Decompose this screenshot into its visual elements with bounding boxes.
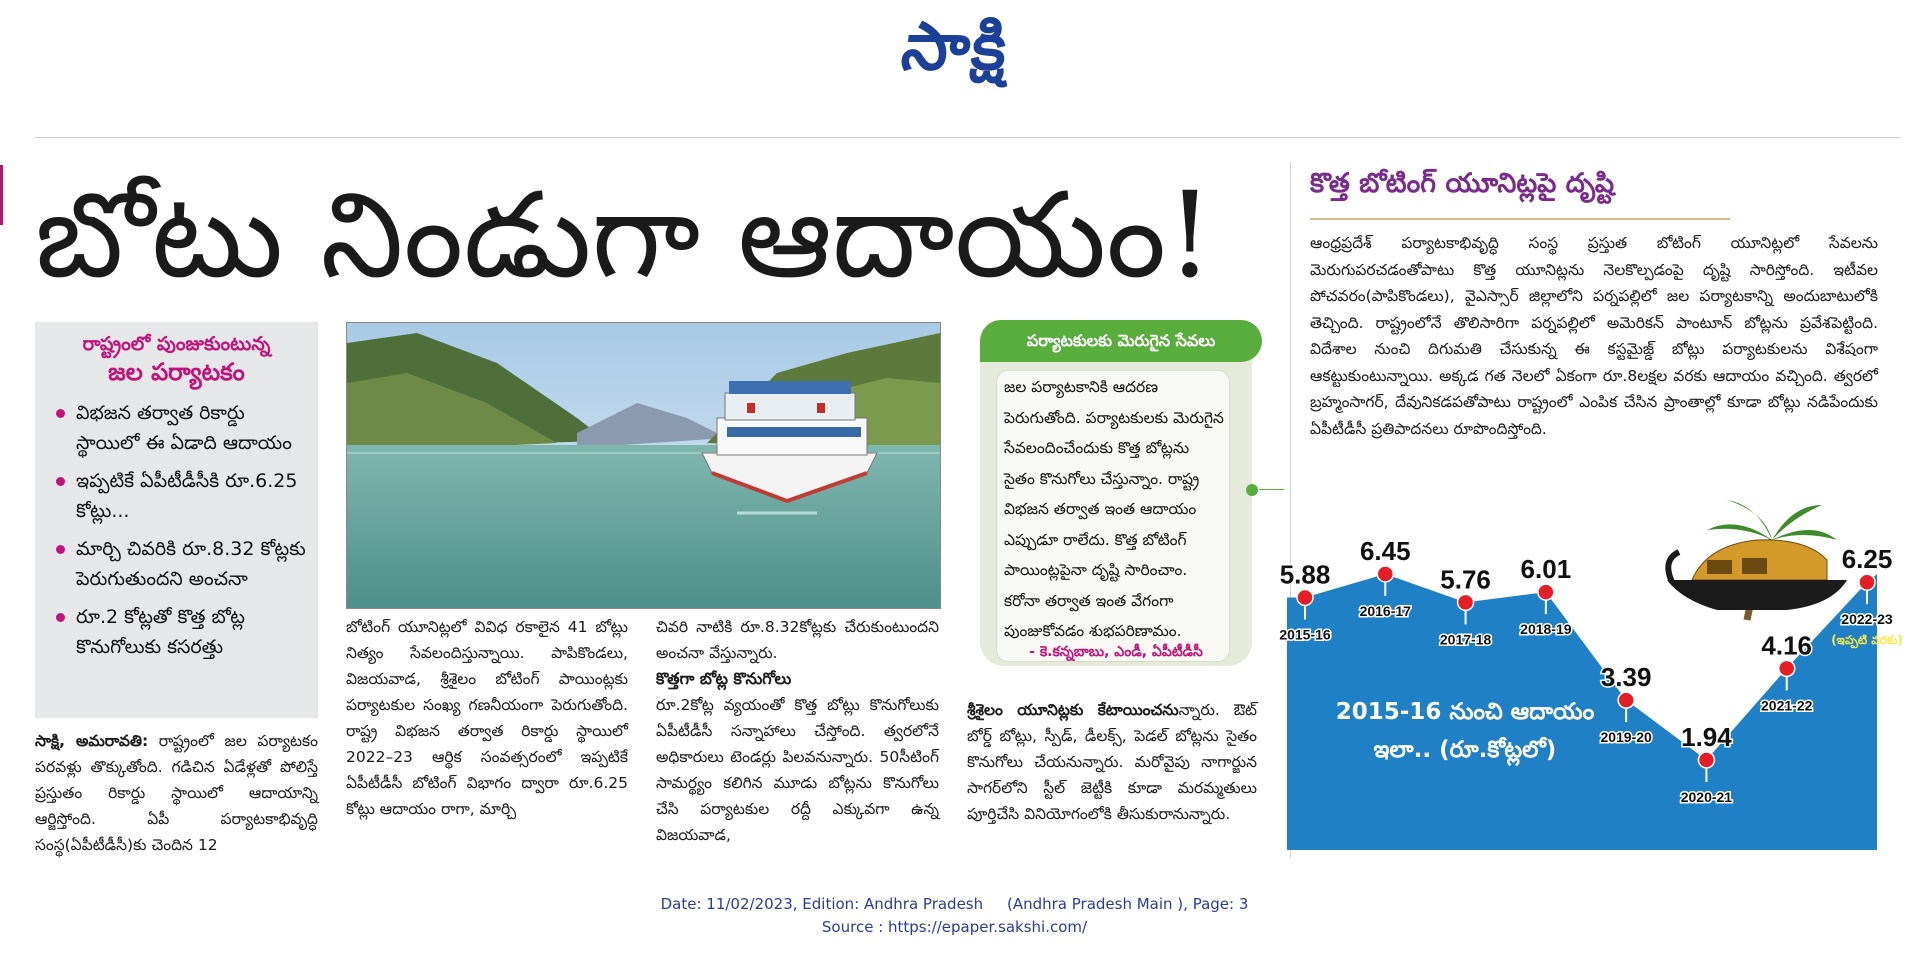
category-label: 2022-23	[1841, 611, 1893, 628]
footer-date-line: Date: 11/02/2023, Edition: Andhra Pradesh (Andhra Pradesh Main ), Page: 3	[660, 895, 1249, 913]
highlight-item: మార్చి చివరికి రూ.8.32 కోట్లకు పెరుగుతుందని అంచనా	[54, 534, 312, 594]
data-value-label: 6.25	[1841, 544, 1893, 575]
category-label: 2019-20	[1600, 729, 1652, 746]
quote-text: జల పర్యాటకానికి ఆదరణ పెరుగుతోంది. పర్యాటకులకు మెరుగైన సేవలందించేందుకు కొత్త బోట్లను సైతం కొనుగోలు చేస్తున్నాం. రాష్ట్ర విభజన తర్వాత ఇంత ఆదాయం ఎప్పుడూ రాలేదు. కొత్త బోటింగ్ పాయింట్లపైనా దృష్టి సారించాం. కరోనా తర్వాత ఇంత వేగంగా పుంజుకోవడం శుభపరిణామం.	[1004, 378, 1224, 640]
quote-signature: - కె.కన్నబాబు, ఎండీ, ఏపీటీడీసీ	[1029, 644, 1203, 660]
footer-source-line: Source : https://epaper.sakshi.com/	[821, 918, 1088, 936]
quote-tab: పర్యాటకులకు మెరుగైన సేవలు	[980, 320, 1262, 362]
data-point	[1377, 566, 1393, 582]
data-value-label: 4.16	[1761, 630, 1813, 661]
top-divider	[35, 137, 1900, 138]
connector-dot	[1246, 484, 1258, 496]
dateline: సాక్షి, అమరావతి:	[35, 732, 149, 750]
chart-annotation: (ఇప్పటి వరకు)	[1831, 633, 1903, 648]
category-label: 2017-18	[1439, 631, 1492, 648]
article-text: చివరి నాటికి రూ.8.32కోట్లకు చేరుకుంటుందని అంచనా వేస్తున్నారు.	[656, 618, 939, 662]
footer	[0, 893, 1909, 939]
headline: బోటు నిండుగా ఆదాయం!	[35, 166, 1214, 304]
category-label: 2016-17	[1359, 602, 1411, 619]
masthead-logo: సాక్షి	[898, 8, 1013, 85]
data-value-label: 1.94	[1681, 721, 1732, 752]
boat-photo	[346, 322, 941, 609]
highlight-item: విభజన తర్వాత రికార్డు స్థాయిలో ఈ ఏడాది ఆదాయం	[54, 398, 312, 458]
highlights-title-line2: జల పర్యాటకం	[108, 358, 245, 386]
data-value-label: 5.88	[1279, 559, 1331, 590]
data-value-label: 3.39	[1600, 662, 1652, 693]
article-text: రాష్ట్రంలో జల పర్యాటకం పరవళ్లు తొక్కుతోంది. గడిచిన ఏడేళ్లతో పోలిస్తే ప్రస్తుతం రికార్డు స్థాయిలో ఆదాయాన్ని ఆర్జిస్తోంది. ఏపీ పర్యాటకాభివృద్ధి సంస్థ(ఏపీటీడీసీ)కు చెందిన 12	[35, 732, 318, 854]
category-label: 2021-22	[1761, 697, 1813, 714]
highlight-item: రూ.2 కోట్లతో కొత్త బోట్ల కొనుగోలుకు కసరత్తు	[54, 602, 312, 662]
data-value-label: 5.76	[1440, 564, 1491, 595]
data-point	[1538, 584, 1554, 600]
data-value-label: 6.01	[1520, 554, 1572, 585]
data-value-label: 6.45	[1359, 535, 1411, 566]
sidebar-text: ఆంధ్రప్రదేశ్ పర్యాటకాభివృద్ధి సంస్థ ప్రస్తుత బోటింగ్ యూనిట్లలో సేవలను మెరుగుపరచడంతోపాటు కొత్త యూనిట్లను నెలకొల్పడంపై దృష్టి సారిస్తోంది. ఇటీవల పోచవరం(పాపికొండలు), వైఎస్సార్ జిల్లాలోని పర్నపల్లిలో జల పర్యాటకాన్ని అందుబాటులోకి తెచ్చింది. రాష్ట్రంలోనే తొలిసారిగా పర్నపల్లిలో అమెరికన్ పాంటూన్ బోట్లను ప్రవేశపెట్టింది. విదేశాల నుంచి దిగుమతి చేసుకున్న ఈ కస్టమైజ్డ్ బోట్లు పర్యాటకులను విశేషంగా ఆకట్టుకుంటున్నాయి. అక్కడ గత నెలలో ఏకంగా రూ.8లక్షల వరకు ఆదాయం వచ్చింది. త్వరలో బ్రహ్మంసాగర్, దేవునికడపతోపాటు రాష్ట్రంలో ఎంపిక చేసిన ప్రాంతాల్లో కూడా బోట్లు నడిపేందుకు ఏపీటీడీసీ ప్రతిపాదనలు రూపొందిస్తోంది.	[1310, 234, 1878, 438]
sidebar-title-rule	[1310, 218, 1730, 220]
connector-line	[1259, 489, 1284, 490]
highlight-item: ఇప్పటికే ఏపీటీడీసీకి రూ.6.25 కోట్లు...	[54, 466, 312, 526]
revenue-chart	[1279, 500, 1903, 860]
category-label: 2018-19	[1520, 621, 1572, 638]
article-column-1	[35, 728, 318, 858]
highlights-title	[35, 330, 318, 386]
highlights-list	[54, 398, 312, 670]
category-label: 2015-16	[1279, 626, 1331, 643]
houseboat-icon	[1667, 540, 1847, 610]
chart-title: 2015-16 నుంచి ఆదాయం ఇలా.. (రూ.కోట్లలో)	[1335, 699, 1595, 763]
article-text: న్నారు. ఔట్ బోర్డ్ బోట్లు, స్పీడ్, డీలక్స్, పెడల్ బోట్లను సైతం కొనుగోలు చేయనున్నారు. మరోవైపు నాగార్జున సాగర్‌లోని స్టీల్ జెట్టీకి కూడా మరమ్మతులు పూర్తిచేసి వినియోగంలోకి తీసుకురానున్నారు.	[967, 701, 1257, 823]
data-point	[1458, 594, 1474, 610]
sidebar-title: కొత్త బోటింగ్ యూనిట్లపై దృష్టి	[1310, 168, 1615, 199]
data-point	[1859, 574, 1875, 590]
article-column-3	[656, 614, 939, 848]
data-point	[1618, 692, 1634, 708]
article-column-2	[346, 614, 628, 822]
category-label: 2020-21	[1680, 788, 1733, 805]
article-text: రూ.2కోట్ల వ్యయంతో కొత్త బోట్లు కొనుగోలుకు ఏపీటీడీసీ సన్నాహాలు చేస్తోంది. త్వరలోనే అధికారులు టెండర్లు పిలవనున్నారు. 50సీటింగ్ సామర్థ్యం కలిగిన మూడు బోట్లను కొనుగోలు చేసి పర్యాటకుల రద్దీ ఎక్కువగా ఉన్న విజయవాడ,	[656, 696, 939, 844]
data-point	[1297, 589, 1313, 605]
highlights-title-line1: రాష్ట్రంలో పుంజుకుంటున్న	[82, 333, 271, 355]
lead-phrase: శ్రీశైలం యూనిట్లకు కేటాయించను	[967, 701, 1179, 719]
article-text: బోటింగ్ యూనిట్లలో వివిధ రకాలైన 41 బోట్లు నిత్యం సేవలందిస్తున్నాయి. పాపికొండలు, విజయవాడ, శ్రీశైలం బోటింగ్ పాయింట్లకు పర్యాటకుల సంఖ్య గణనీయంగా పెరుగుతోంది. రాష్ట్ర విభజన తర్వాత రికార్డు స్థాయిలో 2022–23 ఆర్థిక సంవత్సరంలో ఇప్పటికే ఏపీటీడీసీ బోటింగ్ విభాగం ద్వారా రూ.6.25 కోట్లు ఆదాయం రాగా, మార్చి	[346, 618, 628, 818]
section-marker	[0, 165, 3, 225]
article-column-4	[967, 697, 1257, 827]
subheading: కొత్తగా బోట్ల కొనుగోలు	[656, 669, 792, 688]
data-point	[1698, 752, 1714, 768]
data-point	[1779, 660, 1795, 676]
